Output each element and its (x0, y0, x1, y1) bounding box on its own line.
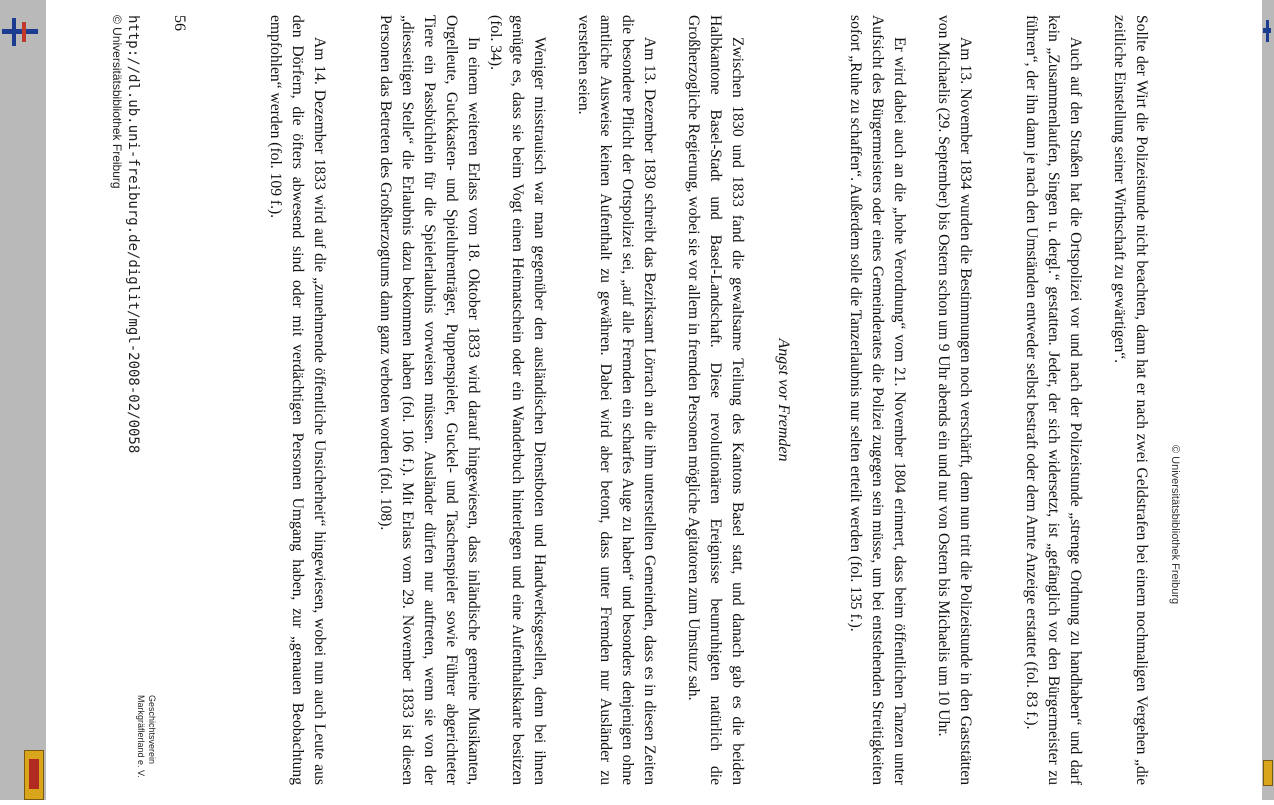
paragraph-bottom-5: Am 14. Dezember 1833 wird auf die „zunehmende öffentliche Unsicherheit“ hingewiesen, wobei nun auch Leute aus den Dörfern, die öfters abwesend sind oder mit verdächtigen Personen Umgang haben, zur „genauen Beobachtung empfohlen“ werden (fol. 109 f.). (267, 15, 328, 785)
credit-text: © Universitätsbibliothek Freiburg (110, 15, 124, 189)
source-url[interactable]: http://dl.ub.uni-freiburg.de/diglit/mgl-2008-02/0058 (125, 15, 141, 454)
paragraph-bottom-3: Weniger misstrauisch war man gegenüber den ausländischen Dienstboten und Handwerksgesellen, denn bei ihnen genügte es, dass sie beim Vogt einen Heimatschein oder ein Wanderbuch hinterlegen und eine Aufenthaltskarte besitzen (fol. 34). (487, 15, 548, 785)
section-heading: Angst vor Fremden (775, 338, 792, 462)
logo-text (135, 695, 157, 805)
paragraph-top-2: Auch auf den Straßen hat die Ortspolizei vor und nach der Polizeistunde „strenge Ordnung zu handhaben“ und darf kein „Zusammenlaufen, Singen u. dergl.“ gestatten. Jeder, der sich widersetzt, ist „gefänglich vor den Bürgermeister zu führen“, der ihn dann je nach den Umständen entweder selbst bestraft oder dem Amte Anzeige erstattet (fol. 83 f.). (1023, 15, 1084, 785)
paragraph-top-3: Am 13. November 1834 wurden die Bestimmungen noch verschärft, denn nun tritt die Polizeistunde in den Gaststätten von Michaelis (29. September) bis Ostern schon um 9 Uhr abends ein und nur von Ostern bis Michaelis um 10 Uhr. (935, 15, 974, 785)
flag-icon (2, 18, 38, 46)
rotated-document-page (110, 15, 1181, 785)
paragraph-top-4: Er wird dabei auch an die „hohe Verordnung“ vom 21. November 1804 erinnert, dass beim öffentlichen Tanzen unter Aufsicht des Bürgermeisters oder eines Gemeinderates die Polizei zugegen sein müsse, um bei entstehenden Streitigkeiten sofort „Ruhe zu schaffen“. Außerdem solle die Tanzerlaubnis nur selten erteilt werden (fol. 135 f.). (847, 15, 908, 785)
crest-icon-right (1263, 760, 1273, 786)
paragraph-bottom-2: Am 13. Dezember 1830 schreibt das Bezirksamt Lörrach an die ihm unterstellten Gemeinden, dass es in diesen Zeiten die besondere Pflicht der Ortspolizei sei, „auf alle Fremden ein scharfes Auge zu haben“ und besonders denjenigen ohne amtliche Ausweise keinen Aufenthalt zu gewähren. Dabei wird aber betont, dass unter Fremden nur Ausländer zu verstehen seien. (575, 15, 658, 785)
paragraph-top-1: Sollte der Wirt die Polizeistunde nicht beachten, dann hat er nach zwei Geldstrafen bei einem nochmaligen Vergehen „die zeitliche Einstellung seiner Wirthschaft zu gewärtigen“. (1111, 15, 1150, 785)
crest-icon (24, 750, 44, 800)
page-number: 56 (171, 15, 188, 31)
logo-line-1: Geschichtsverein (147, 695, 157, 765)
right-viewer-strip (1262, 0, 1274, 800)
left-viewer-strip (0, 0, 46, 800)
top-cut-text: © Universitätsbibliothek Freiburg (1169, 445, 1181, 605)
paragraph-bottom-1: Zwischen 1830 und 1833 fand die gewaltsame Teilung des Kantons Basel statt, und danach gab es die beiden Halbkantone Basel-Stadt und Basel-Landschaft. Diese revolutionären Ereignisse beunruhigten natürlich die Großherzogliche Regierung, wobei sie vor allem in fremden Personen mögliche Agitatoren zum Umsturz sah. (685, 15, 746, 785)
flag-icon-right (1263, 20, 1271, 42)
logo-line-2: Markgräflerland e. V. (136, 695, 146, 778)
paragraph-bottom-4: In einem weiteren Erlass vom 18. Oktober 1833 wird darauf hingewiesen, dass inländische gemeine Musikanten, Orgelleute, Guckkasten- und Spieluhrenträger, Puppenspieler, Guckel- und Taschenspieler sowie Führer abgerichteter Tiere ein Passbüchlein für die Spielerlaubnis vorweisen müssen. Ausländer dürfen nur auftreten, wenn sie von der „diesseitigen Stelle“ die Erlaubnis dazu bekommen haben (fol. 106 f.). Mit Erlass vom 29. November 1833 ist diesen Personen das Betreten des Großherzogtums dann ganz verboten worden (fol. 108). (377, 15, 482, 785)
